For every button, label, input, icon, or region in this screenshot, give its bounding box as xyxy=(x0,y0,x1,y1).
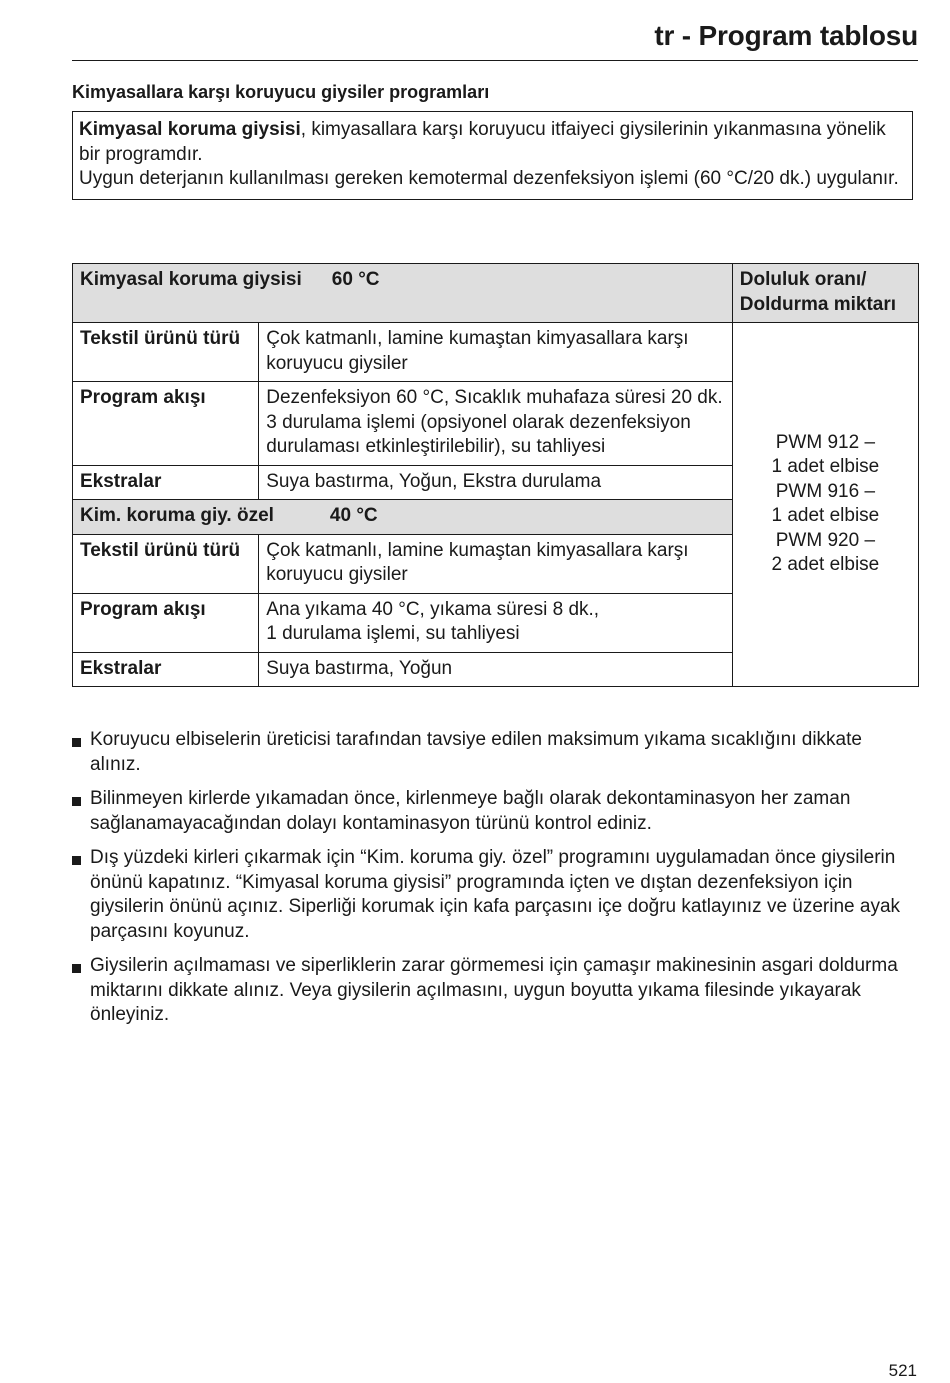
row-value xyxy=(259,382,733,466)
row-label: Ekstralar xyxy=(73,652,259,687)
intro-box xyxy=(72,111,913,200)
page-number: 521 xyxy=(888,1361,917,1380)
row-value: Suya bastırma, Yoğun xyxy=(259,652,733,687)
note-text: Dış yüzdeki kirleri çıkarmak için “Kim. koruma giy. özel” programını uygulamadan önce giysilerin önünü kapatınız. “Kimyasal koruma giysisi” programında içten ve dıştan dezenfeksiyon için giysilerin önünü açınız. Siperliği korumak için kafa parçasını içe doğru katlayınız ve üzerine ayak parçasını koyunuz. xyxy=(90,847,901,942)
row-value: Suya bastırma, Yoğun, Ekstra durulama xyxy=(259,465,733,500)
program1-header-row xyxy=(73,264,919,323)
program1-name: Kimyasal koruma giysisi xyxy=(80,269,302,290)
load-line: PWM 920 – xyxy=(775,529,876,551)
row-label: Program akışı xyxy=(73,593,259,652)
row-value: Çok katmanlı, lamine kumaştan kimyasallara karşı koruyucu giysiler xyxy=(259,323,733,382)
program-table xyxy=(72,263,919,687)
note-text: Koruyucu elbiselerin üreticisi tarafından tavsiye edilen maksimum yıkama sıcaklığını dikkate alınız. xyxy=(90,729,862,775)
program2-temp: 40 °C xyxy=(329,505,378,526)
intro-paragraph-2: Uygun deterjanın kullanılması gereken kemotermal dezenfeksiyon işlemi (60 °C/20 dk.) uygulanır. xyxy=(79,168,899,189)
table-row xyxy=(73,323,919,382)
header-divider xyxy=(72,60,918,61)
notes-list xyxy=(72,728,912,1038)
bullet-icon xyxy=(72,856,81,865)
load-header-line-2: Doldurma miktarı xyxy=(739,293,897,315)
note-text: Giysilerin açılmaması ve siperliklerin zarar görmemesi için çamaşır makinesinin asgari doldurma miktarını dikkate alınız. Veya giysilerin açılmasını, uygun boyutta yıkama filesinde yıkayarak önleyiniz. xyxy=(90,955,898,1025)
row-label: Tekstil ürünü türü xyxy=(73,323,259,382)
list-item xyxy=(72,846,912,944)
bullet-icon xyxy=(72,738,81,747)
intro-line1-rest: , kimyasallara karşı koruyucu itfaiyeci giysilerinin yıkanmasına yönelik bir programdır. xyxy=(79,119,886,165)
list-item xyxy=(72,787,912,836)
load-cell xyxy=(732,323,918,687)
list-item xyxy=(72,728,912,777)
load-header-line-1: Doluluk oranı/ xyxy=(739,269,867,290)
load-line: PWM 916 – xyxy=(775,480,876,502)
load-line: 1 adet elbise xyxy=(771,505,880,526)
intro-bold-lead: Kimyasal koruma giysisi xyxy=(79,119,301,140)
list-item xyxy=(72,954,912,1028)
row-value-line-1: Ana yıkama 40 °C, yıkama süresi 8 dk., xyxy=(266,598,600,620)
row-label: Tekstil ürünü türü xyxy=(73,534,259,593)
program2-name: Kim. koruma giy. özel xyxy=(80,505,274,526)
row-value-line-1: Dezenfeksiyon 60 °C, Sıcaklık muhafaza süresi 20 dk. xyxy=(266,387,723,408)
section-heading: Kimyasallara karşı koruyucu giysiler programları xyxy=(72,82,490,102)
bullet-icon xyxy=(72,964,81,973)
page-header-title: tr - Program tablosu xyxy=(654,20,918,51)
load-line: PWM 912 – xyxy=(775,431,876,453)
program1-header-cell xyxy=(73,264,733,323)
load-line: 1 adet elbise xyxy=(771,456,880,477)
row-label: Ekstralar xyxy=(73,465,259,500)
row-value xyxy=(259,593,733,652)
row-value-line-2: 3 durulama işlemi (opsiyonel olarak dezenfeksiyon durulaması etkinleştirilebilir), su tahliyesi xyxy=(266,411,691,457)
row-value: Çok katmanlı, lamine kumaştan kimyasallara karşı koruyucu giysiler xyxy=(259,534,733,593)
program1-temp: 60 °C xyxy=(331,269,380,290)
program2-header-cell xyxy=(73,500,733,535)
row-value-line-2: 1 durulama işlemi, su tahliyesi xyxy=(266,623,520,644)
row-label: Program akışı xyxy=(73,382,259,466)
load-header-cell xyxy=(732,264,918,323)
load-line: 2 adet elbise xyxy=(771,554,880,575)
intro-paragraph-1 xyxy=(79,118,902,167)
bullet-icon xyxy=(72,797,81,806)
note-text: Bilinmeyen kirlerde yıkamadan önce, kirlenmeye bağlı olarak dekontaminasyon her zaman sağlanamayacağından dolayı kontaminasyon türünü kontrol ediniz. xyxy=(90,788,851,834)
